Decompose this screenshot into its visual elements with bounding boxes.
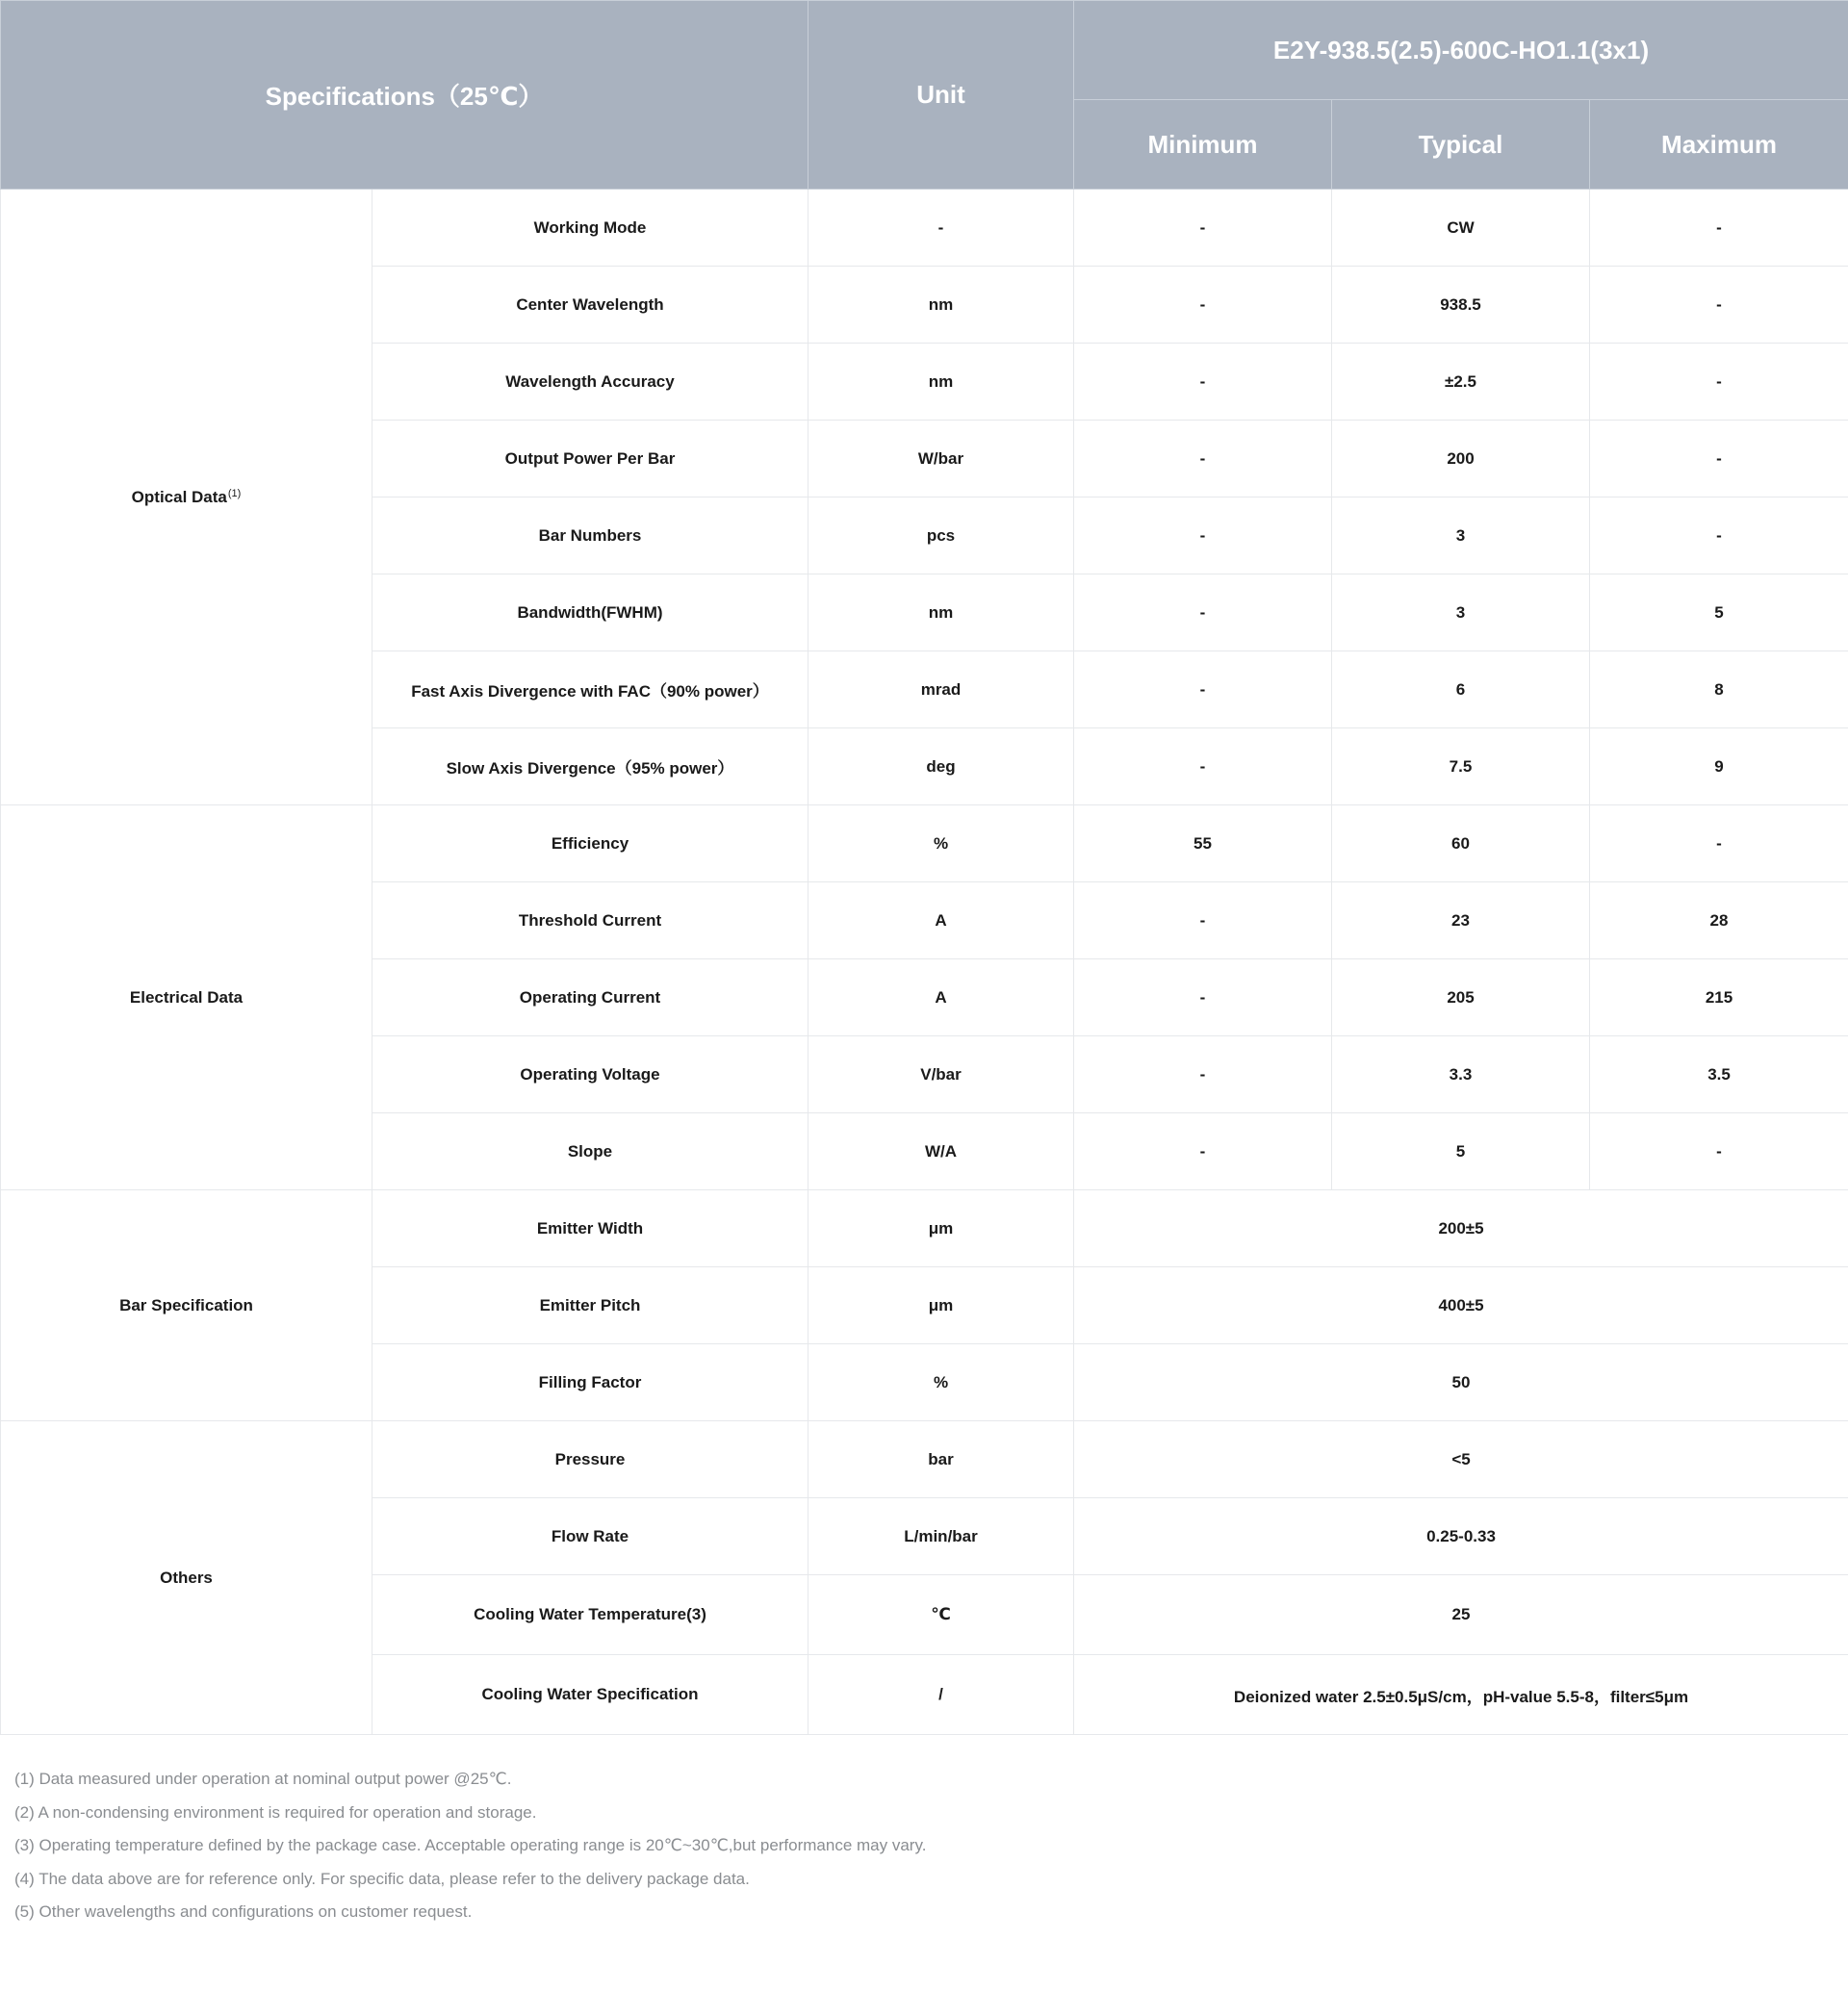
param-name: Filling Factor bbox=[372, 1344, 808, 1421]
param-unit: L/min/bar bbox=[808, 1498, 1074, 1575]
header-unit: Unit bbox=[808, 1, 1074, 190]
param-max: - bbox=[1590, 344, 1848, 421]
param-unit: A bbox=[808, 959, 1074, 1036]
param-typ: 3 bbox=[1332, 574, 1590, 651]
param-min: 55 bbox=[1074, 805, 1332, 882]
footnotes bbox=[14, 1763, 926, 1929]
param-min: - bbox=[1074, 267, 1332, 344]
param-unit: pcs bbox=[808, 498, 1074, 574]
header-minimum: Minimum bbox=[1074, 100, 1332, 190]
param-min: - bbox=[1074, 421, 1332, 498]
param-min: - bbox=[1074, 651, 1332, 728]
param-name: Cooling Water Temperature(3) bbox=[372, 1575, 808, 1655]
param-typ: 200 bbox=[1332, 421, 1590, 498]
param-value: 0.25-0.33 bbox=[1074, 1498, 1848, 1575]
param-min: - bbox=[1074, 1113, 1332, 1190]
param-max: 9 bbox=[1590, 728, 1848, 805]
param-name: Working Mode bbox=[372, 190, 808, 267]
param-unit: % bbox=[808, 805, 1074, 882]
header-specifications: Specifications（25℃） bbox=[1, 1, 808, 190]
param-name: Operating Current bbox=[372, 959, 808, 1036]
param-max: - bbox=[1590, 805, 1848, 882]
param-max: 28 bbox=[1590, 882, 1848, 959]
param-max: - bbox=[1590, 421, 1848, 498]
header-typical: Typical bbox=[1332, 100, 1590, 190]
param-name: Fast Axis Divergence with FAC（90% power） bbox=[372, 651, 808, 728]
param-name: Flow Rate bbox=[372, 1498, 808, 1575]
param-name: Operating Voltage bbox=[372, 1036, 808, 1113]
param-value: <5 bbox=[1074, 1421, 1848, 1498]
group-label: Optical Data bbox=[131, 487, 227, 506]
param-unit: nm bbox=[808, 344, 1074, 421]
param-typ: 205 bbox=[1332, 959, 1590, 1036]
param-unit: μm bbox=[808, 1190, 1074, 1267]
param-unit: W/A bbox=[808, 1113, 1074, 1190]
param-name: Slope bbox=[372, 1113, 808, 1190]
param-name: Threshold Current bbox=[372, 882, 808, 959]
param-unit: deg bbox=[808, 728, 1074, 805]
param-unit: / bbox=[808, 1655, 1074, 1735]
param-unit: W/bar bbox=[808, 421, 1074, 498]
param-max: 215 bbox=[1590, 959, 1848, 1036]
param-typ: 23 bbox=[1332, 882, 1590, 959]
param-name: Pressure bbox=[372, 1421, 808, 1498]
param-unit: A bbox=[808, 882, 1074, 959]
param-unit: V/bar bbox=[808, 1036, 1074, 1113]
param-name: Efficiency bbox=[372, 805, 808, 882]
param-name: Bar Numbers bbox=[372, 498, 808, 574]
param-typ: 3 bbox=[1332, 498, 1590, 574]
param-value: 50 bbox=[1074, 1344, 1848, 1421]
param-unit: - bbox=[808, 190, 1074, 267]
group-bar-specification: Bar Specification bbox=[1, 1190, 372, 1421]
param-typ: 7.5 bbox=[1332, 728, 1590, 805]
header-maximum: Maximum bbox=[1590, 100, 1848, 190]
param-name: Output Power Per Bar bbox=[372, 421, 808, 498]
param-typ: 6 bbox=[1332, 651, 1590, 728]
param-min: - bbox=[1074, 190, 1332, 267]
param-max: 5 bbox=[1590, 574, 1848, 651]
param-unit: % bbox=[808, 1344, 1074, 1421]
param-typ: 3.3 bbox=[1332, 1036, 1590, 1113]
group-optical-data bbox=[1, 190, 372, 805]
table-row bbox=[1, 190, 1848, 267]
footnote-1: (1) Data measured under operation at nominal output power @25℃. bbox=[14, 1770, 512, 1788]
table-row bbox=[1, 805, 1848, 882]
param-name: Wavelength Accuracy bbox=[372, 344, 808, 421]
param-value: 400±5 bbox=[1074, 1267, 1848, 1344]
param-typ: 938.5 bbox=[1332, 267, 1590, 344]
param-min: - bbox=[1074, 498, 1332, 574]
param-max: - bbox=[1590, 1113, 1848, 1190]
param-min: - bbox=[1074, 574, 1332, 651]
param-min: - bbox=[1074, 728, 1332, 805]
table-row bbox=[1, 1190, 1848, 1267]
param-typ: ±2.5 bbox=[1332, 344, 1590, 421]
group-electrical-data: Electrical Data bbox=[1, 805, 372, 1190]
param-max: - bbox=[1590, 498, 1848, 574]
param-name: Emitter Width bbox=[372, 1190, 808, 1267]
param-min: - bbox=[1074, 1036, 1332, 1113]
param-name: Cooling Water Specification bbox=[372, 1655, 808, 1735]
param-min: - bbox=[1074, 882, 1332, 959]
param-max: 3.5 bbox=[1590, 1036, 1848, 1113]
param-name: Slow Axis Divergence（95% power） bbox=[372, 728, 808, 805]
group-others: Others bbox=[1, 1421, 372, 1735]
param-unit: ℃ bbox=[808, 1575, 1074, 1655]
param-unit: μm bbox=[808, 1267, 1074, 1344]
param-name: Emitter Pitch bbox=[372, 1267, 808, 1344]
param-typ: 5 bbox=[1332, 1113, 1590, 1190]
param-min: - bbox=[1074, 959, 1332, 1036]
footnote-2: (2) A non-condensing environment is required for operation and storage. bbox=[14, 1802, 537, 1822]
footnote-3: (3) Operating temperature defined by the package case. Acceptable operating range is 20℃~30℃,but performance may vary. bbox=[14, 1836, 927, 1854]
param-unit: nm bbox=[808, 574, 1074, 651]
param-value: 25 bbox=[1074, 1575, 1848, 1655]
footnote-5: (5) Other wavelengths and configurations on customer request. bbox=[14, 1902, 473, 1921]
param-value: Deionized water 2.5±0.5μS/cm，pH-value 5.5-8，filter≤5μm bbox=[1074, 1655, 1848, 1735]
param-max: 8 bbox=[1590, 651, 1848, 728]
param-max: - bbox=[1590, 190, 1848, 267]
param-unit: mrad bbox=[808, 651, 1074, 728]
header-model-number: E2Y-938.5(2.5)-600C-HO1.1(3x1) bbox=[1074, 1, 1848, 100]
param-unit: nm bbox=[808, 267, 1074, 344]
param-unit: bar bbox=[808, 1421, 1074, 1498]
table-row bbox=[1, 1421, 1848, 1498]
param-max: - bbox=[1590, 267, 1848, 344]
param-name: Center Wavelength bbox=[372, 267, 808, 344]
param-value: 200±5 bbox=[1074, 1190, 1848, 1267]
footnote-4: (4) The data above are for reference only. For specific data, please refer to the delivery package data. bbox=[14, 1869, 750, 1888]
param-typ: 60 bbox=[1332, 805, 1590, 882]
param-typ: CW bbox=[1332, 190, 1590, 267]
param-min: - bbox=[1074, 344, 1332, 421]
footnote-marker: (1) bbox=[227, 487, 242, 499]
param-name: Bandwidth(FWHM) bbox=[372, 574, 808, 651]
